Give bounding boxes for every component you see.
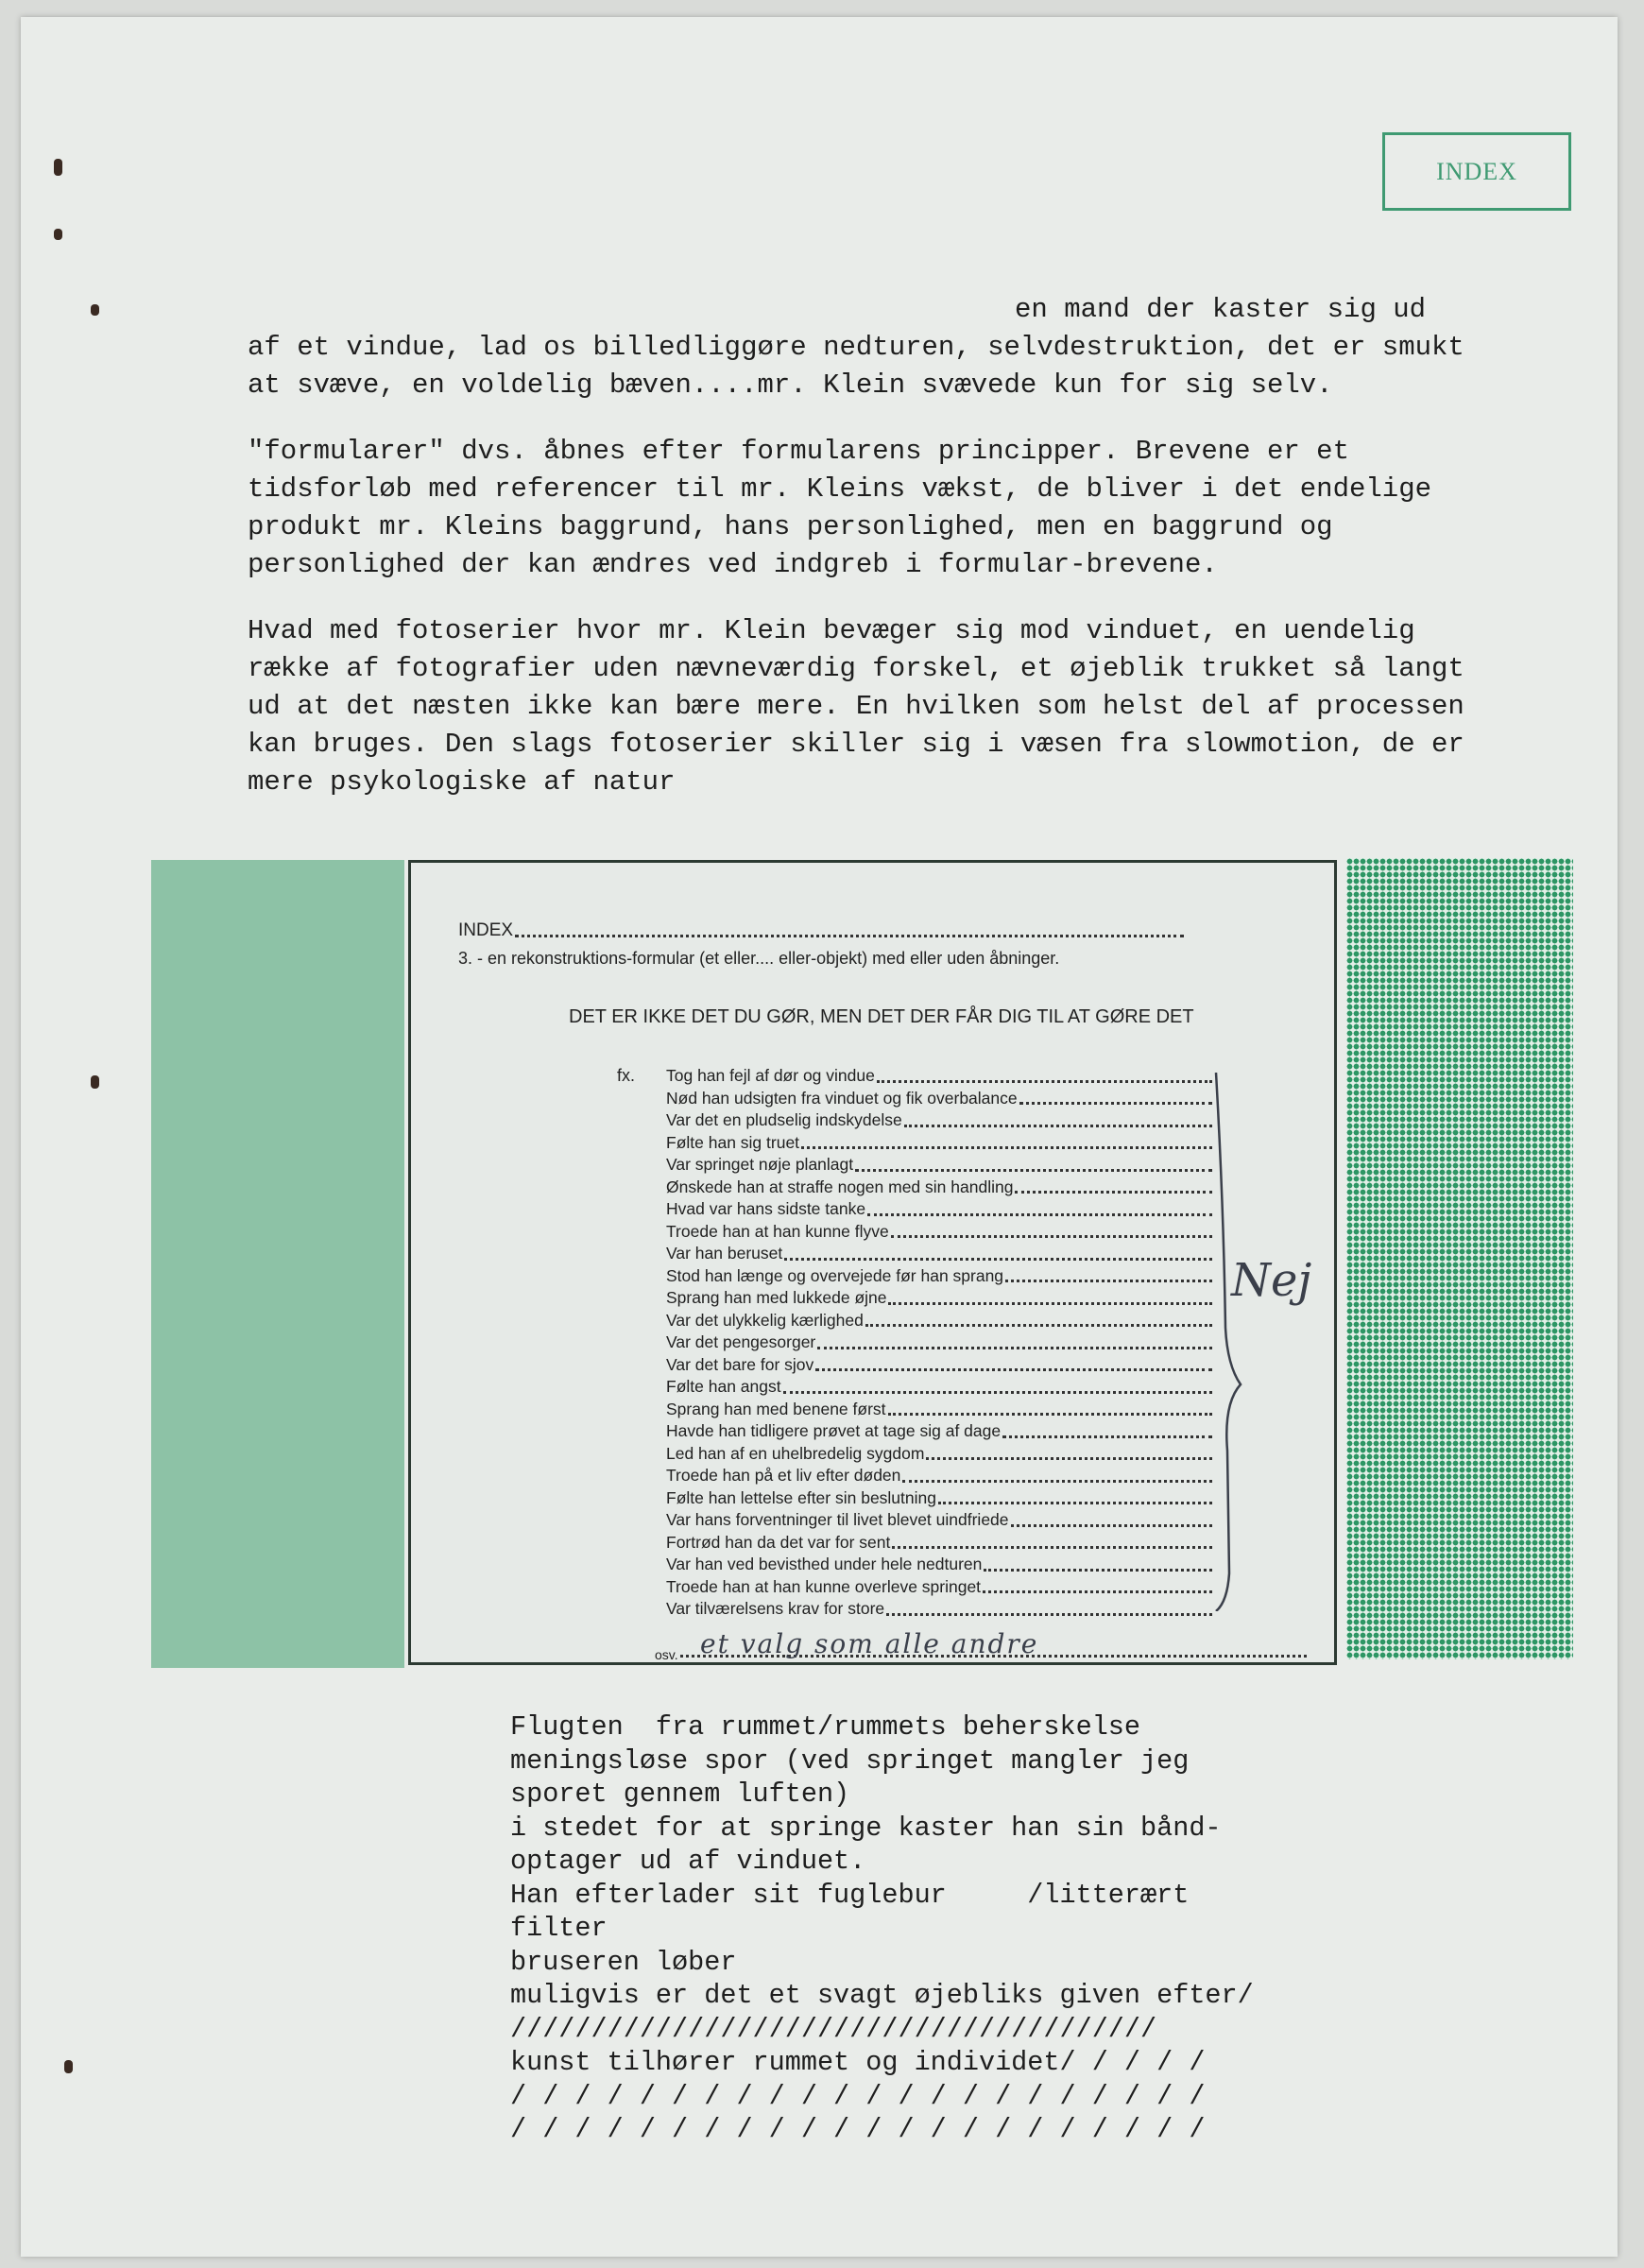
- question-item: [666, 1554, 1214, 1576]
- question-text: Fortrød han da det var for sent: [666, 1532, 891, 1552]
- question-item: [666, 1310, 1214, 1332]
- question-text: Stod han længe og overvejede før han sprang: [666, 1265, 1004, 1285]
- question-text: Sprang han med lukkede øjne: [666, 1288, 887, 1307]
- question-item: [666, 1332, 1214, 1354]
- dot-leader: [783, 1376, 1212, 1394]
- bottom-poem: [510, 1710, 1266, 2147]
- question-item: [666, 1154, 1214, 1177]
- binder-hole: [54, 229, 62, 240]
- form-index-line: [458, 919, 1186, 942]
- poem-line: bruseren løber: [510, 1946, 737, 1978]
- question-text: Sprang han med benene først: [666, 1399, 886, 1418]
- question-item: [666, 1576, 1214, 1599]
- question-item: [666, 1399, 1214, 1421]
- dot-leader: [865, 1310, 1212, 1328]
- question-item: [666, 1088, 1214, 1110]
- paragraph-2: "formularer" dvs. åbnes efter formularens principper. Brevene er et tidsforløb med referencer til mr. Kleins vækst, de bliver i det endelige produkt mr. Kleins baggrund, hans personlighed, men en baggrund og personlighed der kan ændres ved indgreb i formular-brevene.: [248, 436, 1432, 580]
- question-item: [666, 1198, 1214, 1221]
- handwritten-bracket: [1214, 1073, 1242, 1611]
- poem-line: meningsløse spor (ved springet mangler jeg: [510, 1744, 1190, 1777]
- question-item: [666, 1065, 1214, 1088]
- question-item: [666, 1243, 1214, 1265]
- reconstruction-form: [408, 860, 1337, 1665]
- paragraph-1-first-line: en mand der kaster sig ud: [1015, 294, 1427, 325]
- question-text: Troede han at han kunne overleve springet: [666, 1576, 982, 1596]
- question-text: Følte han angst: [666, 1377, 781, 1396]
- poem-line: sporet gennem luften): [510, 1778, 850, 1810]
- question-item: [666, 1354, 1214, 1377]
- dot-leader: [888, 1287, 1212, 1305]
- dot-leader: [926, 1443, 1212, 1461]
- dot-leader: [1011, 1509, 1212, 1527]
- question-item: [666, 1376, 1214, 1399]
- question-item: [666, 1509, 1214, 1532]
- binder-hole: [91, 304, 99, 316]
- poem-line: / / / / / / / / / / / / / / / / / / / / / /: [510, 2114, 1206, 2145]
- dot-leader: [904, 1109, 1212, 1127]
- dot-leader: [983, 1576, 1212, 1594]
- question-list: [655, 1065, 1312, 1662]
- green-halftone-panel-right: [1346, 858, 1573, 1659]
- question-item: [666, 1132, 1214, 1155]
- question-item: [666, 1177, 1214, 1199]
- question-item: [666, 1265, 1214, 1288]
- question-item: [666, 1221, 1214, 1244]
- question-text: Ønskede han at straffe nogen med sin handling: [666, 1177, 1014, 1196]
- dot-leader: [855, 1154, 1212, 1172]
- question-text: Hvad var hans sidste tanke: [666, 1199, 866, 1218]
- dot-leader: [515, 919, 1184, 937]
- green-panel-left: [151, 860, 404, 1668]
- question-text: Led han af en uhelbredelig sygdom: [666, 1443, 925, 1463]
- question-text: Var det pengesorger: [666, 1332, 816, 1351]
- question-text: Var det bare for sjov: [666, 1354, 814, 1374]
- question-text: Havde han tidligere prøvet at tage sig af dage: [666, 1421, 1002, 1440]
- question-text: Var hans forventninger til livet blevet uindfriede: [666, 1510, 1009, 1529]
- dot-leader: [1002, 1420, 1212, 1438]
- question-text: Troede han at han kunne flyve: [666, 1221, 889, 1241]
- poem-line: muligvis er det et svagt øjebliks given efter/: [510, 1980, 1254, 2011]
- form-index-label: INDEX: [458, 920, 514, 940]
- question-item: [666, 1598, 1214, 1621]
- dot-leader: [902, 1465, 1212, 1483]
- fx-label: fx.: [617, 1066, 636, 1085]
- question-item: [666, 1532, 1214, 1555]
- binder-hole: [64, 2060, 73, 2073]
- dot-leader: [984, 1554, 1212, 1572]
- dot-leader: [867, 1198, 1212, 1216]
- dot-leader: [886, 1598, 1212, 1616]
- question-text: Var han ved bevisthed under hele nedturen: [666, 1555, 983, 1573]
- poem-line: / / / / / / / / / / / / / / / / / / / / / /: [510, 2080, 1206, 2112]
- dot-leader: [801, 1132, 1212, 1150]
- handwritten-osv-answer: et valg som alle andre: [700, 1628, 1039, 1659]
- dot-leader: [1015, 1177, 1212, 1194]
- dot-leader: [891, 1221, 1212, 1239]
- paragraph-1-rest: af et vindue, lad os billedliggøre nedturen, selvdestruktion, det er smukt at svæve, en voldelig bæven....mr. Klein svævede kun for sig selv.: [248, 332, 1464, 401]
- dot-leader: [815, 1354, 1212, 1372]
- dot-leader: [784, 1243, 1212, 1261]
- question-item: [666, 1465, 1214, 1487]
- dot-leader: [938, 1487, 1212, 1505]
- body-text: [248, 291, 1476, 830]
- question-item: [666, 1487, 1214, 1510]
- question-text: Var tilværelsens krav for store: [666, 1599, 885, 1618]
- form-heading: DET ER IKKE DET DU GØR, MEN DET DER FÅR DIG TIL AT GØRE DET: [569, 1006, 1194, 1027]
- question-text: Var han beruset: [666, 1244, 783, 1263]
- question-text: Nød han udsigten fra vinduet og fik overbalance: [666, 1088, 1018, 1108]
- handwritten-answer: Nej: [1231, 1254, 1312, 1307]
- osv-line: [655, 1628, 1309, 1662]
- question-item: [666, 1420, 1214, 1443]
- question-item: [666, 1443, 1214, 1466]
- index-label: INDEX: [1436, 157, 1517, 185]
- index-stamp: [1382, 132, 1571, 211]
- osv-label: osv.: [655, 1647, 678, 1662]
- form-description: 3. - en rekonstruktions-formular (et eller.... eller-objekt) med eller uden åbninger.: [458, 949, 1060, 968]
- dot-leader: [877, 1065, 1212, 1083]
- paragraph-1: [248, 291, 1476, 404]
- question-item: [666, 1109, 1214, 1132]
- dot-leader: [817, 1332, 1212, 1349]
- question-text: Var springet nøje planlagt: [666, 1155, 854, 1174]
- poem-line: Han efterlader sit fuglebur /litterært: [510, 1879, 1190, 1911]
- poem-line: i stedet for at springe kaster han sin bånd-: [510, 1812, 1222, 1844]
- poem-line: optager ud af vinduet.: [510, 1846, 866, 1877]
- binder-hole: [91, 1075, 99, 1089]
- dot-leader: [888, 1399, 1212, 1417]
- poem-line: Flugten fra rummet/rummets beherskelse: [510, 1711, 1141, 1743]
- question-text: Tog han fejl af dør og vindue: [666, 1066, 875, 1085]
- question-item: [666, 1287, 1214, 1310]
- dot-leader: [892, 1532, 1212, 1550]
- dot-leader: [1005, 1265, 1212, 1283]
- dot-leader: [1019, 1088, 1212, 1106]
- poem-line: filter: [510, 1913, 608, 1944]
- question-text: Følte han lettelse efter sin beslutning: [666, 1487, 936, 1507]
- poem-line: ////////////////////////////////////////: [510, 2013, 1157, 2045]
- question-text: Var det en pludselig indskydelse: [666, 1110, 902, 1129]
- binder-hole: [54, 159, 62, 176]
- question-text: Følte han sig truet: [666, 1132, 800, 1152]
- question-text: Var det ulykkelig kærlighed: [666, 1310, 864, 1330]
- paragraph-3: Hvad med fotoserier hvor mr. Klein bevæger sig mod vinduet, en uendelig række af fotografier uden nævneværdig forskel, et øjeblik trukket så langt ud at det næsten ikke kan bære mere. En hvilken som helst del af processen kan bruges. Den slags fotoserier skiller sig i væsen fra slowmotion, de er mere psykologiske af natur: [248, 615, 1464, 798]
- poem-line: kunst tilhører rummet og individet/ / / / /: [510, 2047, 1206, 2078]
- question-text: Troede han på et liv efter døden: [666, 1466, 901, 1485]
